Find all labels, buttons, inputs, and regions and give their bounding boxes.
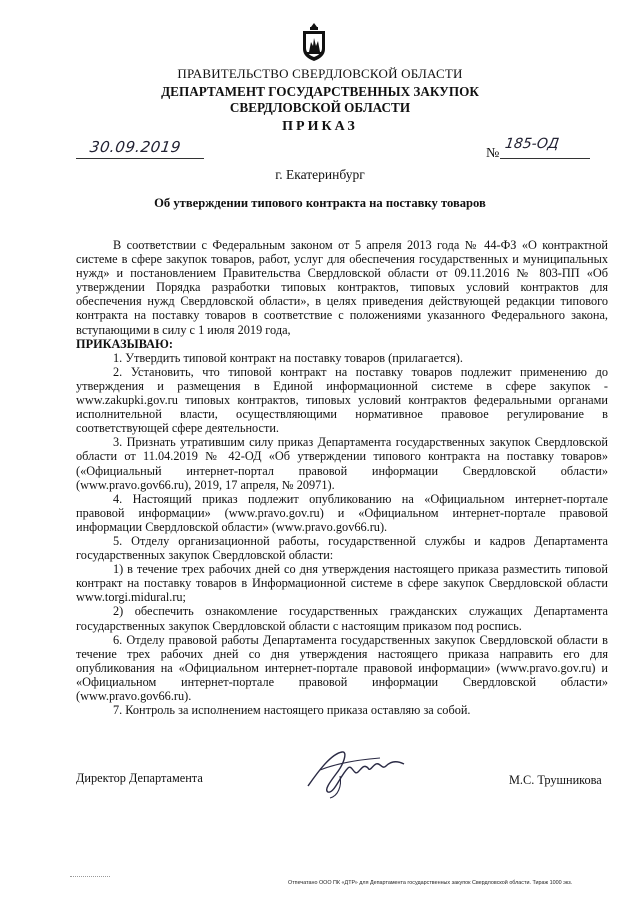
government-name: ПРАВИТЕЛЬСТВО СВЕРДЛОВСКОЙ ОБЛАСТИ <box>177 66 463 81</box>
city: г. Екатеринбург <box>275 167 365 182</box>
document-body <box>76 238 608 717</box>
coat-of-arms-icon <box>299 22 329 62</box>
item-5: 5. Отделу организационной работы, государственной службы и кадров Департамента государственных закупок Свердловской области: <box>76 533 608 563</box>
item-3: 3. Признать утратившим силу приказ Департамента государственных закупок Свердловской области от 11.04.2019 № 42-ОД «Об утверждении типового контракта на поставку товаров» («Официальный интернет-портал правовой информации Свердловской области» (www.pravo.gov66.ru), 2019, 17 апреля, № 20971). <box>76 435 608 492</box>
order-date: 30.09.2019 <box>88 138 183 156</box>
item-2: 2. Установить, что типовой контракт на поставку товаров подлежит применению до утверждения и размещения в Единой информационной системе в сфере закупок - www.zakupki.gov.ru типовых контрактов, типовых условий контрактов федеральными органами исполнительной власти, осуществляющими нормативное правовое регулирование в соответствующей сфере деятельности. <box>76 364 608 436</box>
item-1: 1. Утвердить типовой контракт на поставку товаров (прилагается). <box>113 350 463 365</box>
date-underline <box>76 158 204 159</box>
footer-divider <box>70 876 110 877</box>
printing-note: Отпечатано ООО ПК «ДТР» для Департамента государственных закупок Свердловской области. Тираж 1000 экз. <box>288 880 573 886</box>
intro-paragraph: В соответствии с Федеральным законом от 5 апреля 2013 года № 44-ФЗ «О контрактной системе в сфере закупок товаров, работ, услуг для обеспечения государственных и муниципальных нужд» и постановлением Правительства Свердловской области от 09.11.2016 № 803-ПП «Об утверждении Порядка разработки типовых контрактов, типовых условий контрактов для обеспечения нужд Свердловской области», в целях приведения действующей редакции типового контракта на поставку товаров в соответствие с положениями указанного Федерального закона, вступающими в силу с 1 июля 2019 года, <box>76 238 608 337</box>
item-7: 7. Контроль за исполнением настоящего приказа оставляю за собой. <box>113 703 471 718</box>
department-name <box>0 84 640 116</box>
number-label: № <box>486 146 500 161</box>
number-underline <box>500 158 590 159</box>
item-6: 6. Отделу правовой работы Департамента государственных закупок Свердловской области в течение трех рабочих дней со дня утверждения настоящего приказа направить его для опубликования на «Официальном интернет-портале правовой информации» (www.pravo.gov.ru) и «Официальном интернет-портале правовой информации Свердловской области» (www.pravo.gov66.ru). <box>76 632 608 703</box>
document-type: ПРИКАЗ <box>282 119 358 134</box>
department-line-2: СВЕРДЛОВСКОЙ ОБЛАСТИ <box>229 100 411 115</box>
handwritten-signature <box>300 746 420 801</box>
document-title: Об утверждении типового контракта на поставку товаров <box>154 196 486 210</box>
signatory-position: Директор Департамента <box>76 771 203 785</box>
order-word: ПРИКАЗЫВАЮ: <box>76 336 173 351</box>
department-line-1: ДЕПАРТАМЕНТ ГОСУДАРСТВЕННЫХ ЗАКУПОК <box>161 84 479 99</box>
item-4: 4. Настоящий приказ подлежит опубликованию на «Официальном интернет-портале правовой информации» (www.pravo.gov.ru) и «Официальном интернет-портале правовой информации Свердловской области» (www.pravo.gov66.ru). <box>76 491 608 534</box>
signatory-name: М.С. Трушникова <box>509 773 602 787</box>
item-5-2: 2) обеспечить ознакомление государственных гражданских служащих Департамента государственных закупок Свердловской области с настоящим приказом под роспись. <box>76 604 608 633</box>
item-5-1: 1) в течение трех рабочих дней со дня утверждения настоящего приказа разместить типовой контракт на поставку товаров в Информационной системе в сфере закупок Свердловской области www.torgi.midural.ru; <box>76 562 608 605</box>
order-number: 185-ОД <box>503 136 560 152</box>
